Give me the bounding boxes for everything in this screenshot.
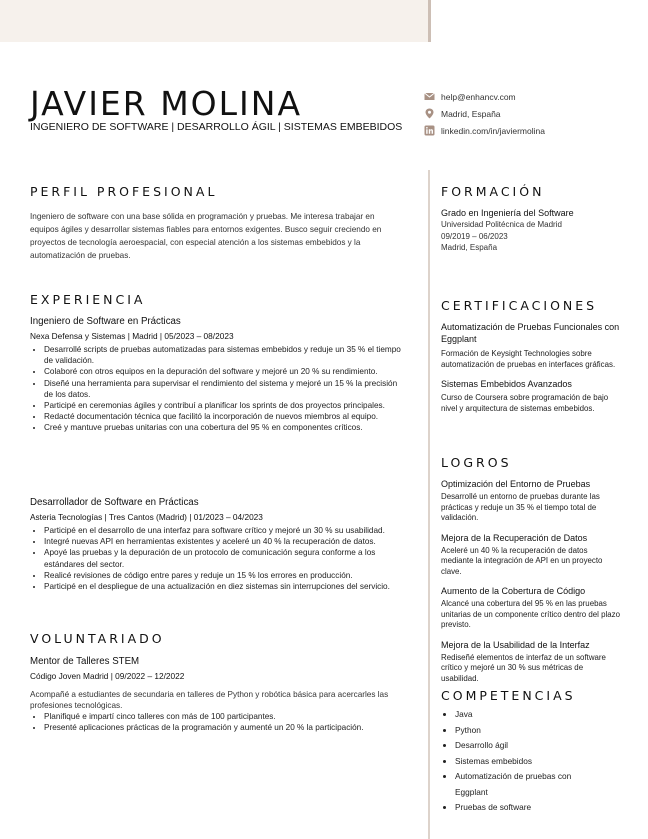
contact-email[interactable] <box>424 88 545 105</box>
contact-linkedin[interactable] <box>424 122 545 139</box>
certification-desc: Curso de Coursera sobre programación de bajo nivel y arquitectura de sistemas embebidos. <box>441 393 609 413</box>
education-location: Madrid, España <box>441 243 498 252</box>
volunteer-meta: Código Joven Madrid | 09/2022 – 12/2022 <box>30 671 185 681</box>
candidate-name: JAVIER MOLINA <box>30 84 303 123</box>
list-item: • Presenté aplicaciones prácticas de la programación y aumenté un 20 % la participación. <box>44 722 402 733</box>
certification-name: Automatización de Pruebas Funcionales con Eggplant <box>441 322 620 344</box>
list-item: • Participé en el despliegue de una actualización en diez sistemas sin interrupciones del servicio. <box>44 581 402 592</box>
certifications-title: CERTIFICACIONES <box>441 298 598 313</box>
degree-name: Grado en Ingeniería del Software <box>441 208 574 218</box>
achievement-name: Optimización del Entorno de Pruebas <box>441 479 591 489</box>
contact-location-text: Madrid, España <box>441 108 501 119</box>
achievement-name: Mejora de la Usabilidad de la Interfaz <box>441 639 590 650</box>
experience-section <box>30 292 402 434</box>
list-item: • Desarrollo ágil <box>455 738 621 754</box>
list-item: • Planifiqué e impartí cinco talleres con más de 100 participantes. <box>44 711 402 722</box>
achievements-section <box>441 455 621 684</box>
job-bullets <box>30 525 402 592</box>
volunteer-role: Mentor de Talleres STEM <box>30 656 140 667</box>
job-bullets <box>30 344 402 434</box>
contact-list <box>424 88 545 139</box>
contact-email-text: help@enhancv.com <box>441 91 516 102</box>
list-item: • Diseñé una herramienta para supervisar el rendimiento del sistema y mejoré un 15 % la precisión de los datos. <box>44 378 402 400</box>
certifications-section <box>441 298 621 414</box>
job-title: Ingeniero de Software en Prácticas <box>30 316 181 327</box>
volunteering-title: VOLUNTARIADO <box>30 631 165 646</box>
list-item: • Participé en el desarrollo de una interfaz para software crítico y mejoré un 30 % su usabilidad. <box>44 525 402 536</box>
skills-section <box>441 688 621 816</box>
job-meta: Nexa Defensa y Sistemas | Madrid | 05/2023 – 08/2023 <box>30 331 234 341</box>
job-entry <box>30 316 402 434</box>
list-item: • Java <box>455 707 621 723</box>
education-dates: 09/2019 – 06/2023 <box>441 231 508 241</box>
list-item: • Sistemas embebidos <box>455 754 621 770</box>
list-item: • Creé y mantuve pruebas unitarias con una cobertura del 95 % en componentes críticos. <box>44 422 402 433</box>
list-item: • Desarrollé scripts de pruebas automatizadas para sistemas embebidos y reduje un 35 % el tiempo de validación. <box>44 344 402 366</box>
achievement-desc: Rediseñé elementos de interfaz de un software crítico y mejoré un 30 % sus métricas de usabilidad. <box>441 652 606 683</box>
job-meta: Asteria Tecnologías | Tres Cantos (Madrid) | 01/2023 – 04/2023 <box>30 512 263 522</box>
list-item: • Integré nuevas API en herramientas existentes y aceleré un 40 % la recuperación de datos. <box>44 536 402 547</box>
achievement-desc: Desarrollé un entorno de pruebas durante las prácticas y reduje un 35 % el tiempo total de validación. <box>441 492 600 522</box>
location-pin-icon <box>424 108 435 119</box>
list-item: • Colaboré con otros equipos en la depuración del software y mejoré un 20 % su rendimiento. <box>44 366 402 377</box>
achievements-title: LOGROS <box>441 455 512 470</box>
list-item: • Apoyé las pruebas y la depuración de un protocolo de comunicación segura conforme a los estándares del sector. <box>44 547 402 569</box>
header-band <box>0 0 428 42</box>
column-divider <box>428 170 430 839</box>
volunteering-section <box>30 631 402 733</box>
achievement-desc: Alcancé una cobertura del 95 % en las pruebas unitarias de un componente crítico dentro del plazo previsto. <box>441 599 620 629</box>
certification-desc: Formación de Keysight Technologies sobre automatización de pruebas en interfaces gráficas. <box>441 349 616 369</box>
achievement-name: Aumento de la Cobertura de Código <box>441 586 586 596</box>
volunteer-bullets <box>30 711 402 733</box>
skills-title: COMPETENCIAS <box>441 688 576 703</box>
profile-section <box>30 184 402 262</box>
education-section <box>441 184 621 254</box>
achievement-desc: Aceleré un 40 % la recuperación de datos mediante la integración de API en un proyecto clave. <box>441 545 603 576</box>
contact-linkedin-text: linkedin.com/in/javiermolina <box>441 125 545 136</box>
certification-name: Sistemas Embebidos Avanzados <box>441 379 572 389</box>
school-name: Universidad Politécnica de Madrid <box>441 220 562 229</box>
list-item: • Automatización de pruebas con Eggplant <box>455 769 590 800</box>
job-entry <box>30 497 402 592</box>
list-item: • Pruebas de software <box>455 800 621 816</box>
achievement-name: Mejora de la Recuperación de Datos <box>441 532 588 543</box>
contact-location <box>424 105 545 122</box>
job-title: Desarrollador de Software en Prácticas <box>30 497 199 508</box>
education-title: FORMACIÓN <box>441 184 545 199</box>
list-item: • Redacté documentación técnica que facilitó la incorporación de nuevos miembros al equipo. <box>44 411 402 422</box>
experience-title: EXPERIENCIA <box>30 292 146 307</box>
header-accent-line <box>428 0 431 42</box>
list-item: • Participé en ceremonias ágiles y contribuí a planificar los sprints de dos proyectos principales. <box>44 400 402 411</box>
candidate-subtitle: INGENIERO DE SOFTWARE | DESARROLLO ÁGIL | SISTEMAS EMBEBIDOS <box>30 121 403 133</box>
volunteer-description: Acompañé a estudiantes de secundaria en talleres de Python y robótica básica para acercarles las profesiones tecnológicas. <box>30 690 389 710</box>
list-item: • Realicé revisiones de código entre pares y reduje un 15 % los errores en producción. <box>44 570 402 581</box>
linkedin-icon <box>424 125 435 136</box>
profile-title: PERFIL PROFESIONAL <box>30 184 218 199</box>
profile-text: Ingeniero de software con una base sólida en programación y pruebas. Me interesa trabajar en equipos ágiles y desarrollar sistemas fiables para entornos exigentes. Busco seguir creciendo en proyectos de tecnología aeroespacial, con especial atención a los sistemas embebidos y la automatización de pruebas. <box>30 212 382 260</box>
mail-icon <box>424 91 435 102</box>
list-item: • Python <box>455 723 621 739</box>
skills-list <box>441 707 621 816</box>
